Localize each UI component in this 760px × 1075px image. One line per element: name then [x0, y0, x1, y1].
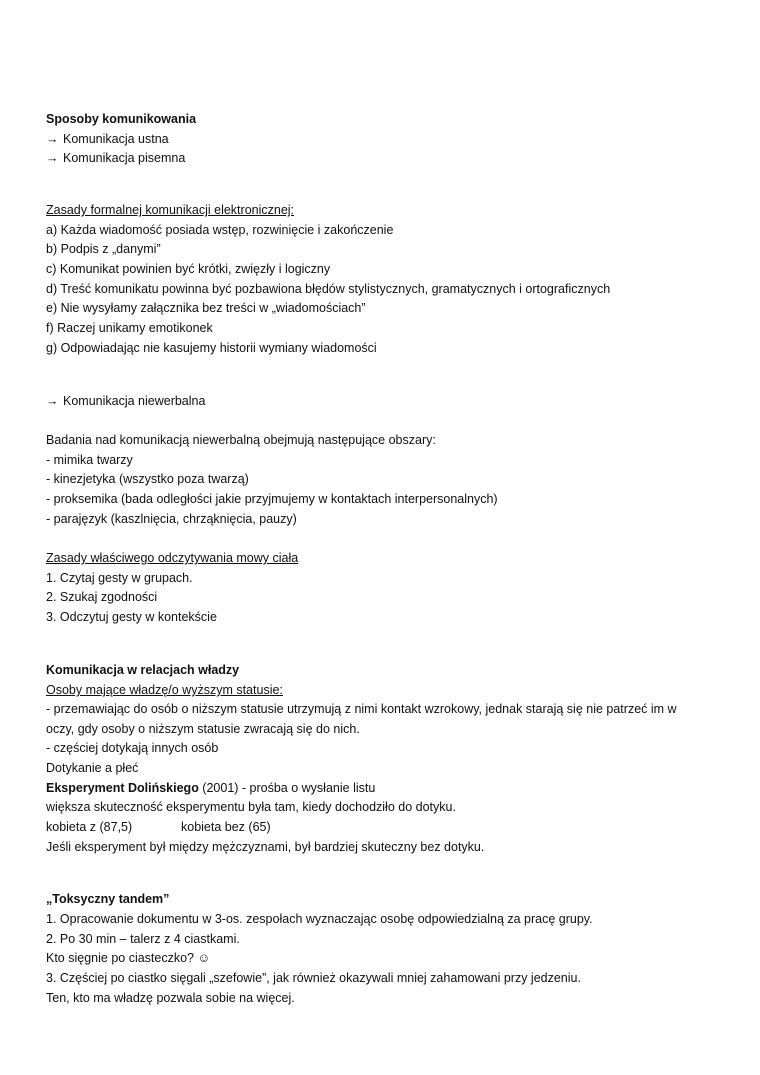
- list-item: c) Komunikat powinien być krótki, zwięzły i logiczny: [46, 262, 331, 276]
- list-item: - parajęzyk (kaszlnięcia, chrząknięcia, pauzy): [46, 512, 297, 526]
- result-with-touch: kobieta z (87,5): [46, 820, 133, 834]
- paragraph: - przemawiając do osób o niższym statusie utrzymują z nimi kontakt wzrokowy, jednak starają się nie patrzeć im w: [46, 702, 677, 716]
- paragraph: 1. Opracowanie dokumentu w 3-os. zespołach wyznaczając osobę odpowiedzialną za pracę grupy.: [46, 912, 593, 926]
- paragraph: - częściej dotykają innych osób: [46, 741, 219, 755]
- list-item: a) Każda wiadomość posiada wstęp, rozwinięcie i zakończenie: [46, 223, 394, 237]
- paragraph: większa skuteczność eksperymentu była tam, kiedy dochodziło do dotyku.: [46, 800, 456, 814]
- paragraph: oczy, gdy osoby o niższym statusie zwracają się do nich.: [46, 722, 360, 736]
- section-title-email-rules: Zasady formalnej komunikacji elektronicznej:: [46, 203, 295, 217]
- list-item: - kinezjetyka (wszystko poza twarzą): [46, 472, 249, 486]
- list-item: e) Nie wysyłamy załącznika bez treści w „wiadomościach”: [46, 301, 366, 315]
- experiment-results: [46, 818, 726, 838]
- arrow-right-icon: →: [46, 151, 59, 165]
- section-heading-nonverbal: → Komunikacja niewerbalna: [46, 392, 726, 412]
- section-subtitle-power: Osoby mające władzę/o wyższym statusie:: [46, 683, 283, 697]
- paragraph: Badania nad komunikacją niewerbalną obejmują następujące obszary:: [46, 433, 436, 447]
- section-title-ways: Sposoby komunikowania: [46, 112, 197, 126]
- paragraph: 2. Po 30 min – talerz z 4 ciastkami.: [46, 932, 240, 946]
- result-without-touch: kobieta bez (65): [181, 820, 271, 834]
- section-title-power: Komunikacja w relacjach władzy: [46, 663, 240, 677]
- section-title-body-language: Zasady właściwego odczytywania mowy ciała: [46, 551, 299, 565]
- paragraph: Jeśli eksperyment był między mężczyznami, był bardziej skuteczny bez dotyku.: [46, 840, 485, 854]
- list-item: → Komunikacja ustna: [46, 130, 726, 150]
- paragraph: Dotykanie a płeć: [46, 761, 139, 775]
- list-item: - proksemika (bada odległości jakie przyjmujemy w kontaktach interpersonalnych): [46, 492, 498, 506]
- list-item: g) Odpowiadając nie kasujemy historii wymiany wiadomości: [46, 341, 377, 355]
- list-item: - mimika twarzy: [46, 453, 133, 467]
- list-item: 2. Szukaj zgodności: [46, 590, 158, 604]
- experiment-line: Eksperyment Dolińskiego (2001) - prośba o wysłanie listu: [46, 781, 376, 795]
- list-item: → Komunikacja pisemna: [46, 149, 726, 169]
- arrow-right-icon: →: [46, 132, 59, 146]
- paragraph: Ten, kto ma władzę pozwala sobie na więcej.: [46, 991, 295, 1005]
- section-title-tandem: „Toksyczny tandem”: [46, 892, 170, 906]
- list-item: b) Podpis z „danymi”: [46, 242, 161, 256]
- paragraph: 3. Częściej po ciastko sięgali „szefowie”, jak również okazywali mniej zahamowani przy jedzeniu.: [46, 971, 581, 985]
- experiment-name: Eksperyment Dolińskiego: [46, 781, 199, 795]
- list-item: f) Raczej unikamy emotikonek: [46, 321, 213, 335]
- list-item: d) Treść komunikatu powinna być pozbawiona błędów stylistycznych, gramatycznych i ortograficznych: [46, 282, 611, 296]
- list-item: 1. Czytaj gesty w grupach.: [46, 571, 193, 585]
- paragraph: Kto sięgnie po ciasteczko? ☺: [46, 951, 211, 965]
- list-item: 3. Odczytuj gesty w kontekście: [46, 610, 217, 624]
- arrow-right-icon: →: [46, 394, 59, 408]
